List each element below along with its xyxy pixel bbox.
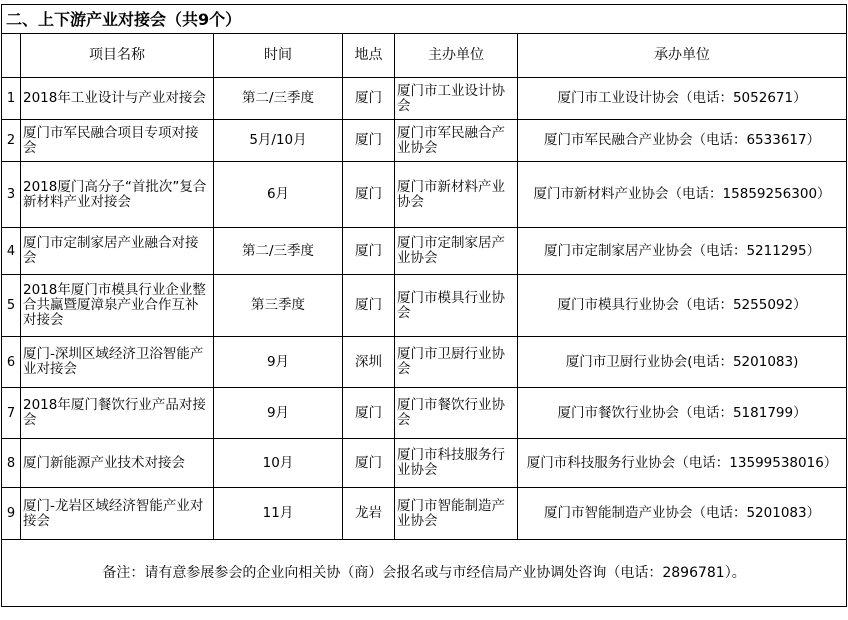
event-place: 厦门 bbox=[343, 275, 395, 337]
event-place: 厦门 bbox=[343, 120, 395, 162]
organizer: 厦门市智能制造产业协会 bbox=[395, 488, 518, 540]
organizer: 厦门市餐饮行业协会 bbox=[395, 388, 518, 439]
header-organizer: 主办单位 bbox=[395, 34, 518, 78]
section-title: 二、上下游产业对接会（共9个） bbox=[2, 5, 847, 34]
undertaker: 厦门市工业设计协会（电话：5052671） bbox=[518, 78, 847, 120]
project-name: 厦门-深圳区域经济卫浴智能产业对接会 bbox=[21, 337, 214, 388]
row-number: 9 bbox=[2, 488, 21, 540]
event-place: 龙岩 bbox=[343, 488, 395, 540]
row-number: 5 bbox=[2, 275, 21, 337]
row-number: 3 bbox=[2, 162, 21, 228]
project-name: 厦门-龙岩区域经济智能产业对接会 bbox=[21, 488, 214, 540]
events-table bbox=[1, 4, 847, 607]
organizer: 厦门市定制家居产业协会 bbox=[395, 228, 518, 275]
table-row bbox=[2, 275, 847, 337]
undertaker: 厦门市新材料产业协会（电话：15859256300） bbox=[518, 162, 847, 228]
project-name: 厦门市军民融合项目专项对接会 bbox=[21, 120, 214, 162]
event-place: 厦门 bbox=[343, 388, 395, 439]
project-name: 2018年厦门餐饮行业产品对接会 bbox=[21, 388, 214, 439]
header-time: 时间 bbox=[214, 34, 343, 78]
undertaker: 厦门市军民融合产业协会（电话：6533617） bbox=[518, 120, 847, 162]
table-row bbox=[2, 228, 847, 275]
header-row bbox=[2, 34, 847, 78]
organizer: 厦门市工业设计协会 bbox=[395, 78, 518, 120]
project-name: 厦门新能源产业技术对接会 bbox=[21, 439, 214, 488]
table-row bbox=[2, 78, 847, 120]
table-row bbox=[2, 337, 847, 388]
event-time: 第二/三季度 bbox=[214, 78, 343, 120]
undertaker: 厦门市定制家居产业协会（电话：5211295） bbox=[518, 228, 847, 275]
undertaker: 厦门市科技服务行业协会（电话：13599538016） bbox=[518, 439, 847, 488]
organizer: 厦门市新材料产业协会 bbox=[395, 162, 518, 228]
row-number: 2 bbox=[2, 120, 21, 162]
event-place: 深圳 bbox=[343, 337, 395, 388]
event-time: 10月 bbox=[214, 439, 343, 488]
organizer: 厦门市科技服务行业协会 bbox=[395, 439, 518, 488]
undertaker: 厦门市餐饮行业协会（电话：5181799） bbox=[518, 388, 847, 439]
table-row bbox=[2, 439, 847, 488]
project-name: 2018年工业设计与产业对接会 bbox=[21, 78, 214, 120]
event-place: 厦门 bbox=[343, 228, 395, 275]
event-time: 第二/三季度 bbox=[214, 228, 343, 275]
row-number: 7 bbox=[2, 388, 21, 439]
event-time: 9月 bbox=[214, 337, 343, 388]
project-name: 2018厦门高分子“首批次”复合新材料产业对接会 bbox=[21, 162, 214, 228]
table-row bbox=[2, 388, 847, 439]
event-time: 11月 bbox=[214, 488, 343, 540]
row-number: 4 bbox=[2, 228, 21, 275]
table-row bbox=[2, 120, 847, 162]
header-index bbox=[2, 34, 21, 78]
undertaker: 厦门市智能制造产业协会（电话：5201083） bbox=[518, 488, 847, 540]
event-time: 5月/10月 bbox=[214, 120, 343, 162]
event-time: 9月 bbox=[214, 388, 343, 439]
row-number: 1 bbox=[2, 78, 21, 120]
row-number: 6 bbox=[2, 337, 21, 388]
table-row bbox=[2, 162, 847, 228]
undertaker: 厦门市卫厨行业协会(电话：5201083) bbox=[518, 337, 847, 388]
organizer: 厦门市军民融合产业协会 bbox=[395, 120, 518, 162]
project-name: 2018年厦门市模具行业企业整合共赢暨厦漳泉产业合作互补对接会 bbox=[21, 275, 214, 337]
organizer: 厦门市卫厨行业协会 bbox=[395, 337, 518, 388]
organizer: 厦门市模具行业协会 bbox=[395, 275, 518, 337]
event-place: 厦门 bbox=[343, 78, 395, 120]
row-number: 8 bbox=[2, 439, 21, 488]
event-place: 厦门 bbox=[343, 162, 395, 228]
header-project-name: 项目名称 bbox=[21, 34, 214, 78]
event-time: 第三季度 bbox=[214, 275, 343, 337]
event-place: 厦门 bbox=[343, 439, 395, 488]
header-undertaker: 承办单位 bbox=[518, 34, 847, 78]
undertaker: 厦门市模具行业协会（电话：5255092） bbox=[518, 275, 847, 337]
header-place: 地点 bbox=[343, 34, 395, 78]
event-time: 6月 bbox=[214, 162, 343, 228]
project-name: 厦门市定制家居产业融合对接会 bbox=[21, 228, 214, 275]
table-row bbox=[2, 488, 847, 540]
footnote: 备注：请有意参展参会的企业向相关协（商）会报名或与市经信局产业协调处咨询（电话：2896781）。 bbox=[2, 540, 847, 607]
